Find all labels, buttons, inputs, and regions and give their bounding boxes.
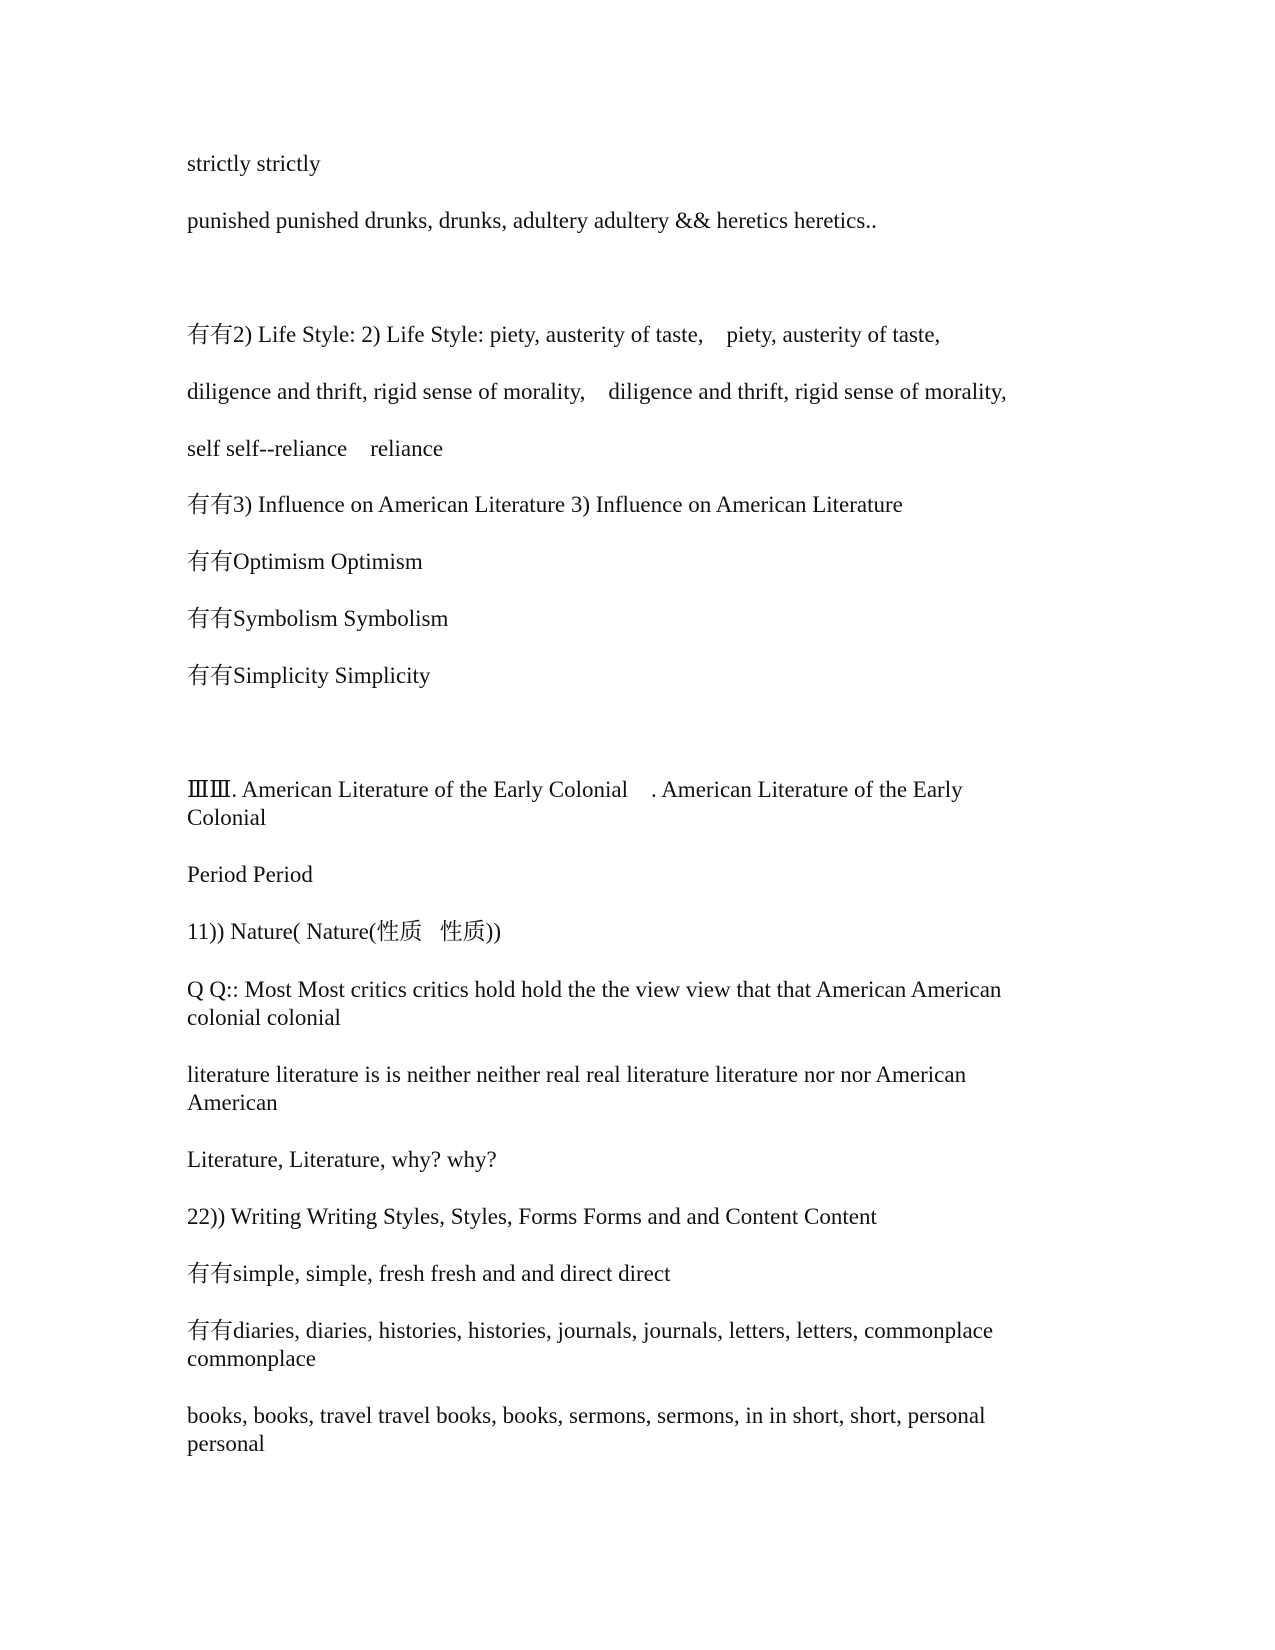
text-line-6: 有有3) Influence on American Literature 3) Influence on American Literature [187, 492, 903, 517]
text-line-15: Literature, Literature, why? why? [187, 1147, 497, 1172]
text-line-9: 有有Simplicity Simplicity [187, 663, 431, 688]
text-line-3: 有有2) Life Style: 2) Life Style: piety, austerity of taste, piety, austerity of taste, [187, 322, 941, 347]
text-line-17: 有有simple, simple, fresh fresh and and direct direct [187, 1261, 671, 1286]
text-line-18: 有有diaries, diaries, histories, histories, journals, journals, letters, letters, commonplace commonplace [187, 1318, 994, 1371]
text-line-1: strictly strictly [187, 151, 321, 176]
text-line-7: 有有Optimism Optimism [187, 549, 423, 574]
text-line-4: diligence and thrift, rigid sense of morality, diligence and thrift, rigid sense of morality, [187, 379, 1007, 404]
text-line-16: 22)) Writing Writing Styles, Styles, Forms Forms and and Content Content [187, 1204, 877, 1229]
text-line-2: punished punished drunks, drunks, adultery adultery && heretics heretics.. [187, 208, 877, 233]
text-line-12: 11)) Nature( Nature(性质 性质)) [187, 919, 502, 944]
text-line-14: literature literature is is neither neither real real literature literature nor nor American American [187, 1062, 967, 1115]
text-line-11: Period Period [187, 862, 313, 887]
section-heading: ⅢⅢ. American Literature of the Early Colonial . American Literature of the Early Colonial [187, 777, 963, 830]
text-line-8: 有有Symbolism Symbolism [187, 606, 449, 631]
text-line-5: self self--reliance reliance [187, 436, 444, 461]
text-line-13: Q Q:: Most Most critics critics hold hold the the view view that that American American colonial colonial [187, 977, 1002, 1030]
text-line-19: books, books, travel travel books, books, sermons, sermons, in in short, short, personal personal [187, 1403, 986, 1456]
